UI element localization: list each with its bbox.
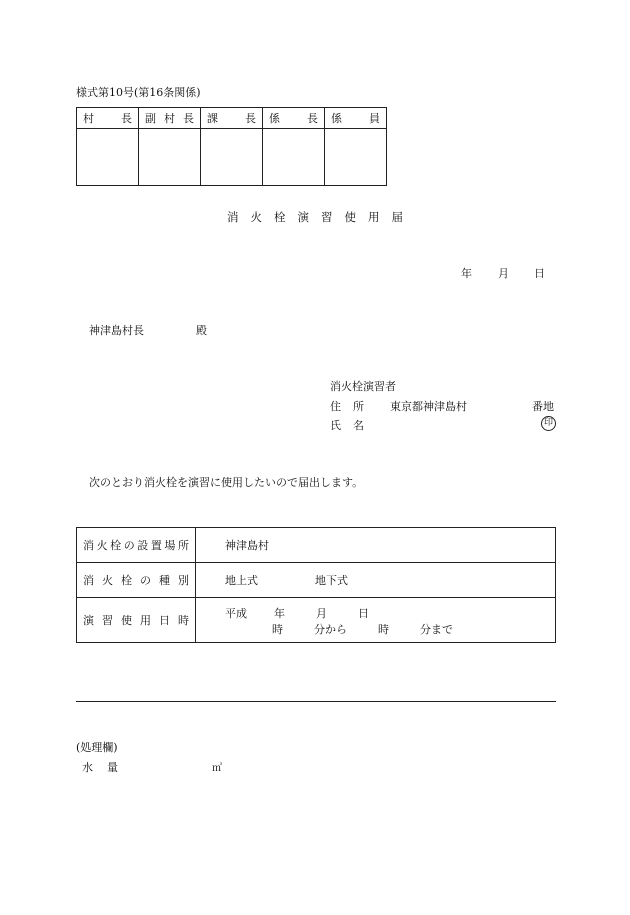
location-value[interactable]: 神津島村	[196, 528, 556, 563]
approval-col-section-chief: 課 長	[201, 108, 263, 129]
end-minute-label: 分まで	[420, 623, 453, 636]
month-label: 月	[316, 607, 327, 620]
stamp-cell-deputy-mayor[interactable]	[139, 129, 201, 186]
form-number: 様式第10号(第16条関係)	[76, 86, 201, 99]
seal-mark: 印	[541, 416, 556, 431]
approval-col-unit-chief: 係 長	[263, 108, 325, 129]
addressee-name: 神津島村長	[89, 324, 144, 337]
section-divider	[76, 701, 556, 702]
type-label: 消 火 栓 の 種 別	[77, 563, 196, 598]
datetime-value[interactable]	[196, 598, 556, 643]
banchi-label: 番地	[532, 400, 554, 413]
water-volume-unit: ㎥	[212, 763, 222, 774]
approval-col-staff: 係 員	[325, 108, 387, 129]
document-title: 消火栓演習使用届	[227, 210, 415, 224]
start-hour-label: 時	[272, 623, 283, 636]
type-above-ground[interactable]: 地上式	[225, 574, 258, 587]
details-table	[76, 527, 556, 643]
date-day-label: 日	[534, 267, 545, 280]
era-label: 平成	[225, 607, 247, 620]
start-minute-label: 分から	[314, 623, 347, 636]
stamp-cell-section-chief[interactable]	[201, 129, 263, 186]
approval-col-mayor: 村 長	[77, 108, 139, 129]
datetime-label: 演 習 使 用 日 時	[77, 598, 196, 643]
date-year-label: 年	[461, 267, 472, 280]
water-volume-label: 水量	[82, 761, 132, 774]
applicant-heading: 消火栓演習者	[330, 380, 396, 393]
date-month-label: 月	[498, 267, 509, 280]
processing-heading: (処理欄)	[76, 741, 118, 754]
end-hour-label: 時	[378, 623, 389, 636]
stamp-cell-staff[interactable]	[325, 129, 387, 186]
year-label: 年	[274, 607, 285, 620]
stamp-cell-mayor[interactable]	[77, 129, 139, 186]
approval-stamp-table	[76, 107, 387, 186]
approval-col-deputy-mayor: 副 村 長	[139, 108, 201, 129]
location-label: 消 火 栓 の 設 置 場 所	[77, 528, 196, 563]
address-value: 東京都神津島村	[390, 400, 467, 413]
intro-statement: 次のとおり消火栓を演習に使用したいので届出します。	[89, 476, 364, 489]
address-label: 住所	[330, 400, 376, 413]
type-value[interactable]	[196, 563, 556, 598]
name-label: 氏名	[330, 419, 376, 432]
addressee-honorific: 殿	[196, 324, 207, 337]
stamp-cell-unit-chief[interactable]	[263, 129, 325, 186]
day-label: 日	[358, 607, 369, 620]
type-underground[interactable]: 地下式	[315, 574, 348, 587]
